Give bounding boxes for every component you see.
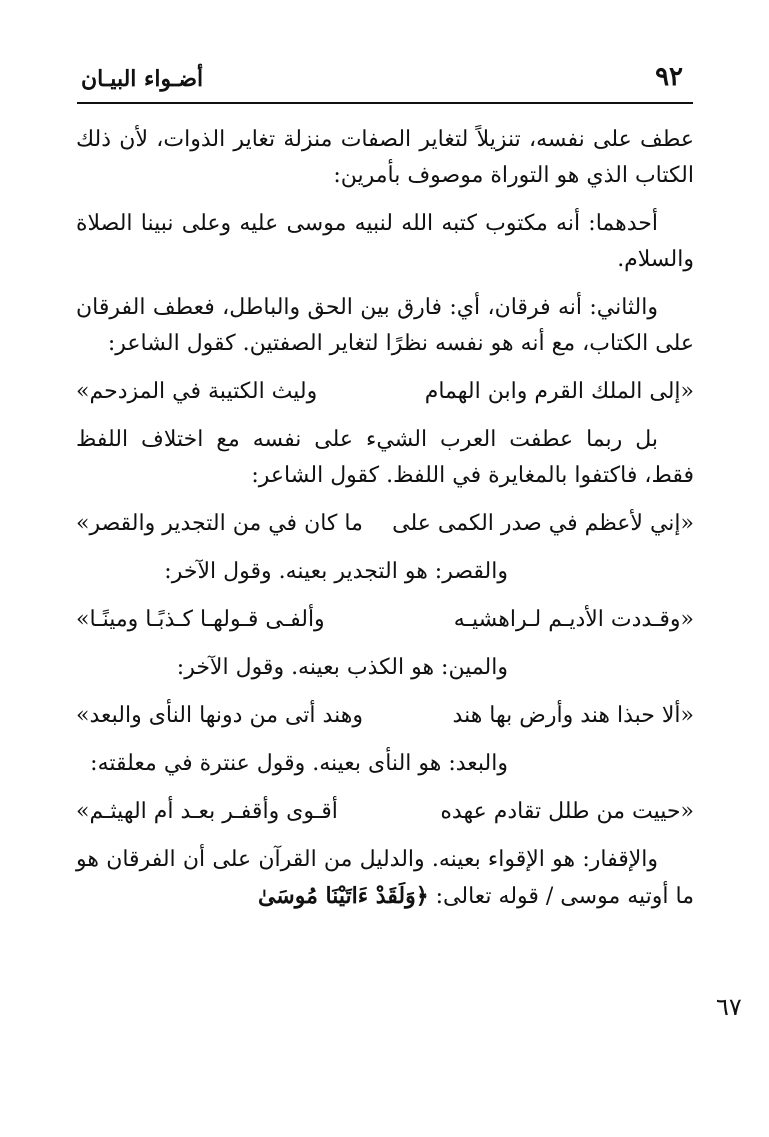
verse-2-first-hemistich: «إني لأعظم في صدر الكمى على — [392, 511, 694, 536]
verse-3 — [76, 602, 694, 638]
book-title: أضـواء البيـان — [81, 66, 204, 92]
paragraph-8-text: والإقفار: هو الإقواء بعينه. والدليل من القرآن على أن الفرقان هو ما أوتيه موسى / قوله تعالى: — [76, 847, 694, 909]
paragraph-1: عطف على نفسه، تنزيلاً لتغاير الصفات منزلة تغاير الذوات، لأن ذلك الكتاب الذي هو التوراة موصوف بأمرين: — [76, 127, 694, 188]
paragraph-2: أحدهما: أنه مكتوب كتبه الله لنبيه موسى عليه وعلى نبينا الصلاة والسلام. — [76, 211, 694, 272]
verse-4-first-hemistich: «ألا حبذا هند وأرض بها هند — [452, 703, 694, 728]
paragraph-8 — [76, 842, 694, 915]
verse-1-first-hemistich: «إلى الملك القرم وابن الهمام — [424, 379, 694, 404]
verse-1 — [76, 374, 694, 410]
verse-4-second-hemistich: وهند أتى من دونها النأى والبعد» — [76, 703, 363, 728]
paragraph-3: والثاني: أنه فرقان، أي: فارق بين الحق والباطل، فعطف الفرقان على الكتاب، مع أنه هو نفسه نظرًا لتغاير الصفتين. كقول الشاعر: — [76, 295, 694, 356]
margin-page-number: ٦٧ — [716, 993, 742, 1021]
verse-3-second-hemistich: وألفـى قـولهـا كـذبًـا ومينًـا» — [76, 607, 325, 632]
paragraph-4: بل ربما عطفت العرب الشيء على نفسه مع اختلاف اللفظ فقط، فاكتفوا بالمغايرة في اللفظ. كقول الشاعر: — [76, 427, 694, 488]
verse-3-first-hemistich: «وقـددت الأديـم لـراهشيـه — [453, 607, 694, 632]
verse-5 — [76, 794, 694, 830]
paragraph-5: والقصر: هو التجدير بعينه. وقول الآخر: — [164, 559, 508, 584]
paragraph-7: والبعد: هو النأى بعينه. وقول عنترة في معلقته: — [90, 751, 508, 776]
verse-5-first-hemistich: «حييت من طلل تقادم عهده — [440, 799, 694, 824]
verse-2 — [76, 506, 694, 542]
verse-2-second-hemistich: ما كان في من التجدير والقصر» — [76, 511, 363, 536]
paragraph-6: والمين: هو الكذب بعينه. وقول الآخر: — [176, 655, 508, 680]
verse-1-second-hemistich: وليث الكتيبة في المزدحم» — [76, 379, 318, 404]
page-number: ٩٢ — [655, 62, 683, 92]
body-text — [76, 122, 694, 927]
page-header — [77, 58, 693, 104]
verse-5-second-hemistich: أقـوى وأقفـر بعـد أم الهيثـم» — [76, 799, 338, 824]
quran-quote: ﴿وَلَقَدْ ءَاتَيْنَا مُوسَىٰ — [257, 883, 429, 909]
verse-4 — [76, 698, 694, 734]
